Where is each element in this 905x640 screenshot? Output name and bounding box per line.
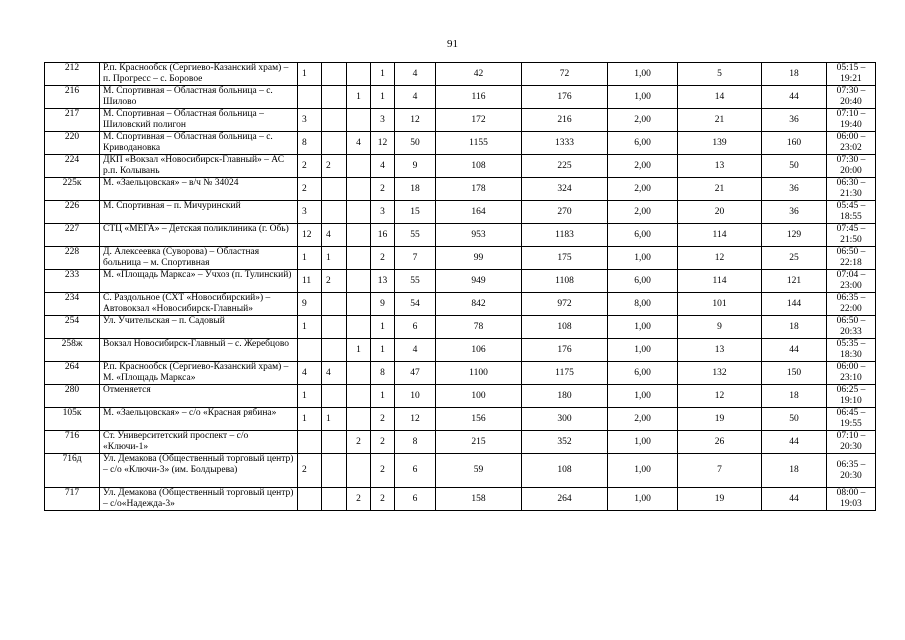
cell-num: 716 (45, 431, 100, 454)
cell-route: М. Спортивная – Областная больница – Шиловский полигон (100, 109, 298, 132)
cell-a: 12 (298, 224, 322, 247)
cell-b (322, 178, 347, 201)
cell-c (347, 247, 371, 270)
cell-c (347, 224, 371, 247)
cell-route: Д. Алексеевка (Суворова) – Областная больница – м. Спортивная (100, 247, 298, 270)
cell-time: 06:00 – 23:02 (827, 132, 876, 155)
cell-h: 2,00 (608, 109, 678, 132)
cell-d: 12 (371, 132, 395, 155)
cell-num: 224 (45, 155, 100, 178)
cell-num: 227 (45, 224, 100, 247)
table-row (45, 224, 876, 247)
cell-i: 114 (678, 224, 762, 247)
cell-b (322, 454, 347, 488)
cell-c (347, 270, 371, 293)
table-row (45, 488, 876, 511)
table-row (45, 155, 876, 178)
cell-a: 11 (298, 270, 322, 293)
cell-e: 6 (395, 454, 436, 488)
table-row (45, 270, 876, 293)
cell-j: 25 (762, 247, 827, 270)
cell-time: 08:00 – 19:03 (827, 488, 876, 511)
table-row (45, 339, 876, 362)
cell-g: 1183 (522, 224, 608, 247)
cell-num: 717 (45, 488, 100, 511)
cell-time: 06:35 – 20:30 (827, 454, 876, 488)
cell-g: 264 (522, 488, 608, 511)
cell-c (347, 155, 371, 178)
page-number: 91 (447, 38, 458, 50)
cell-route: Р.п. Краснообск (Сергиево-Казанский храм) – М. «Площадь Маркса» (100, 362, 298, 385)
cell-num: 280 (45, 385, 100, 408)
cell-g: 180 (522, 385, 608, 408)
cell-b (322, 339, 347, 362)
cell-g: 216 (522, 109, 608, 132)
cell-e: 7 (395, 247, 436, 270)
cell-j: 44 (762, 339, 827, 362)
cell-e: 12 (395, 109, 436, 132)
cell-route: Ст. Университетский проспект – с/о «Ключи-1» (100, 431, 298, 454)
cell-h: 1,00 (608, 454, 678, 488)
cell-f: 215 (436, 431, 522, 454)
cell-a (298, 488, 322, 511)
cell-h: 6,00 (608, 132, 678, 155)
cell-time: 07:04 – 23:00 (827, 270, 876, 293)
cell-e: 6 (395, 488, 436, 511)
cell-g: 1333 (522, 132, 608, 155)
cell-f: 42 (436, 63, 522, 86)
cell-i: 9 (678, 316, 762, 339)
table-row (45, 408, 876, 431)
cell-time: 05:45 – 18:55 (827, 201, 876, 224)
cell-time: 06:30 – 21:30 (827, 178, 876, 201)
cell-f: 178 (436, 178, 522, 201)
cell-i: 19 (678, 488, 762, 511)
cell-g: 176 (522, 339, 608, 362)
table-row (45, 63, 876, 86)
cell-d: 1 (371, 339, 395, 362)
cell-time: 06:35 – 22:00 (827, 293, 876, 316)
cell-route: Р.п. Краснообск (Сергиево-Казанский храм) – п. Прогресс – с. Боровое (100, 63, 298, 86)
cell-f: 156 (436, 408, 522, 431)
cell-a: 8 (298, 132, 322, 155)
cell-b: 1 (322, 408, 347, 431)
table-row (45, 109, 876, 132)
cell-c (347, 385, 371, 408)
cell-time: 05:15 – 19:21 (827, 63, 876, 86)
cell-j: 18 (762, 385, 827, 408)
cell-time: 06:50 – 22:18 (827, 247, 876, 270)
cell-d: 4 (371, 155, 395, 178)
cell-h: 2,00 (608, 178, 678, 201)
cell-j: 44 (762, 86, 827, 109)
table-row (45, 132, 876, 155)
cell-h: 1,00 (608, 339, 678, 362)
cell-e: 50 (395, 132, 436, 155)
cell-e: 12 (395, 408, 436, 431)
cell-c (347, 201, 371, 224)
cell-d: 9 (371, 293, 395, 316)
table-row (45, 201, 876, 224)
cell-i: 19 (678, 408, 762, 431)
cell-b: 2 (322, 155, 347, 178)
cell-f: 953 (436, 224, 522, 247)
cell-num: 254 (45, 316, 100, 339)
cell-g: 1175 (522, 362, 608, 385)
cell-time: 07:30 – 20:00 (827, 155, 876, 178)
cell-i: 5 (678, 63, 762, 86)
cell-c: 1 (347, 339, 371, 362)
cell-c: 1 (347, 86, 371, 109)
cell-d: 13 (371, 270, 395, 293)
cell-d: 2 (371, 454, 395, 488)
cell-c: 2 (347, 431, 371, 454)
table-row (45, 385, 876, 408)
cell-j: 129 (762, 224, 827, 247)
cell-route: М. Спортивная – п. Мичуринский (100, 201, 298, 224)
cell-d: 8 (371, 362, 395, 385)
cell-f: 100 (436, 385, 522, 408)
cell-num: 212 (45, 63, 100, 86)
cell-c (347, 178, 371, 201)
cell-e: 15 (395, 201, 436, 224)
cell-j: 44 (762, 431, 827, 454)
cell-d: 2 (371, 431, 395, 454)
cell-h: 1,00 (608, 63, 678, 86)
cell-j: 44 (762, 488, 827, 511)
cell-j: 36 (762, 109, 827, 132)
cell-g: 108 (522, 454, 608, 488)
cell-num: 233 (45, 270, 100, 293)
cell-b (322, 132, 347, 155)
cell-e: 47 (395, 362, 436, 385)
cell-route: С. Раздольное (СХТ «Новосибирский») – Автовокзал «Новосибирск-Главный» (100, 293, 298, 316)
cell-h: 1,00 (608, 247, 678, 270)
cell-c (347, 408, 371, 431)
cell-num: 716д (45, 454, 100, 488)
cell-c (347, 63, 371, 86)
cell-e: 18 (395, 178, 436, 201)
cell-e: 8 (395, 431, 436, 454)
cell-time: 06:45 – 19:55 (827, 408, 876, 431)
cell-f: 1155 (436, 132, 522, 155)
cell-c (347, 293, 371, 316)
cell-i: 13 (678, 339, 762, 362)
cell-f: 164 (436, 201, 522, 224)
cell-g: 1108 (522, 270, 608, 293)
cell-j: 18 (762, 454, 827, 488)
cell-a: 1 (298, 408, 322, 431)
cell-time: 07:45 – 21:50 (827, 224, 876, 247)
cell-a: 1 (298, 316, 322, 339)
cell-route: Вокзал Новосибирск-Главный – с. Жеребцово (100, 339, 298, 362)
cell-j: 36 (762, 201, 827, 224)
cell-b (322, 109, 347, 132)
cell-g: 108 (522, 316, 608, 339)
cell-j: 150 (762, 362, 827, 385)
cell-route: Ул. Учительская – п. Садовый (100, 316, 298, 339)
cell-b (322, 86, 347, 109)
cell-route: М. «Заельцовская» – в/ч № 34024 (100, 178, 298, 201)
cell-h: 2,00 (608, 201, 678, 224)
cell-d: 3 (371, 109, 395, 132)
cell-h: 1,00 (608, 316, 678, 339)
cell-b: 4 (322, 362, 347, 385)
cell-a: 9 (298, 293, 322, 316)
cell-i: 26 (678, 431, 762, 454)
cell-d: 2 (371, 408, 395, 431)
cell-g: 176 (522, 86, 608, 109)
cell-b (322, 293, 347, 316)
cell-f: 949 (436, 270, 522, 293)
routes-table (44, 62, 876, 511)
cell-i: 139 (678, 132, 762, 155)
cell-b (322, 385, 347, 408)
cell-j: 36 (762, 178, 827, 201)
cell-d: 1 (371, 316, 395, 339)
cell-h: 6,00 (608, 224, 678, 247)
cell-j: 18 (762, 63, 827, 86)
cell-a: 3 (298, 109, 322, 132)
cell-b (322, 63, 347, 86)
cell-e: 55 (395, 270, 436, 293)
cell-h: 2,00 (608, 408, 678, 431)
cell-d: 1 (371, 385, 395, 408)
cell-b (322, 488, 347, 511)
cell-f: 1100 (436, 362, 522, 385)
cell-g: 225 (522, 155, 608, 178)
cell-f: 116 (436, 86, 522, 109)
cell-num: 217 (45, 109, 100, 132)
cell-i: 132 (678, 362, 762, 385)
table-row (45, 178, 876, 201)
cell-f: 108 (436, 155, 522, 178)
cell-route: М. Спортивная – Областная больница – с. Шилово (100, 86, 298, 109)
cell-g: 972 (522, 293, 608, 316)
cell-h: 6,00 (608, 270, 678, 293)
cell-b: 4 (322, 224, 347, 247)
cell-route: СТЦ «МЕГА» – Детская поликлиника (г. Обь) (100, 224, 298, 247)
cell-c (347, 454, 371, 488)
cell-h: 1,00 (608, 86, 678, 109)
cell-i: 13 (678, 155, 762, 178)
cell-f: 172 (436, 109, 522, 132)
cell-d: 16 (371, 224, 395, 247)
cell-route: Ул. Демакова (Общественный торговый центр) – с/о «Ключи-3» (им. Болдырева) (100, 454, 298, 488)
cell-g: 72 (522, 63, 608, 86)
cell-time: 07:10 – 19:40 (827, 109, 876, 132)
cell-f: 158 (436, 488, 522, 511)
cell-num: 220 (45, 132, 100, 155)
cell-h: 2,00 (608, 155, 678, 178)
cell-h: 1,00 (608, 431, 678, 454)
cell-c (347, 362, 371, 385)
cell-num: 225к (45, 178, 100, 201)
table-row (45, 86, 876, 109)
cell-route: ДКП «Вокзал «Новосибирск-Главный» – АС р.п. Колывань (100, 155, 298, 178)
table-row (45, 431, 876, 454)
cell-a: 2 (298, 155, 322, 178)
cell-a: 4 (298, 362, 322, 385)
table-row (45, 247, 876, 270)
cell-e: 55 (395, 224, 436, 247)
cell-c: 4 (347, 132, 371, 155)
cell-a: 1 (298, 63, 322, 86)
cell-d: 1 (371, 86, 395, 109)
table-row (45, 362, 876, 385)
cell-b: 1 (322, 247, 347, 270)
cell-e: 10 (395, 385, 436, 408)
cell-num: 105к (45, 408, 100, 431)
cell-a: 2 (298, 178, 322, 201)
cell-num: 228 (45, 247, 100, 270)
cell-b (322, 316, 347, 339)
cell-a: 1 (298, 385, 322, 408)
cell-i: 12 (678, 247, 762, 270)
cell-f: 106 (436, 339, 522, 362)
cell-d: 2 (371, 488, 395, 511)
cell-b (322, 201, 347, 224)
cell-i: 14 (678, 86, 762, 109)
cell-g: 175 (522, 247, 608, 270)
table-row (45, 316, 876, 339)
cell-num: 226 (45, 201, 100, 224)
cell-f: 842 (436, 293, 522, 316)
cell-h: 8,00 (608, 293, 678, 316)
cell-num: 264 (45, 362, 100, 385)
cell-time: 05:35 – 18:30 (827, 339, 876, 362)
cell-a (298, 431, 322, 454)
cell-j: 50 (762, 155, 827, 178)
table-row (45, 293, 876, 316)
cell-e: 54 (395, 293, 436, 316)
cell-h: 6,00 (608, 362, 678, 385)
cell-e: 6 (395, 316, 436, 339)
cell-g: 352 (522, 431, 608, 454)
cell-d: 3 (371, 201, 395, 224)
cell-i: 20 (678, 201, 762, 224)
cell-b: 2 (322, 270, 347, 293)
cell-i: 21 (678, 178, 762, 201)
cell-j: 50 (762, 408, 827, 431)
cell-c (347, 109, 371, 132)
cell-time: 06:00 – 23:10 (827, 362, 876, 385)
cell-time: 07:10 – 20:30 (827, 431, 876, 454)
cell-i: 114 (678, 270, 762, 293)
cell-a: 1 (298, 247, 322, 270)
cell-e: 4 (395, 339, 436, 362)
cell-d: 2 (371, 178, 395, 201)
cell-a: 3 (298, 201, 322, 224)
cell-time: 06:25 – 19:10 (827, 385, 876, 408)
cell-route: М. Спортивная – Областная больница – с. Криводановка (100, 132, 298, 155)
cell-c (347, 316, 371, 339)
cell-j: 144 (762, 293, 827, 316)
cell-f: 59 (436, 454, 522, 488)
cell-g: 324 (522, 178, 608, 201)
cell-i: 21 (678, 109, 762, 132)
cell-j: 121 (762, 270, 827, 293)
cell-route: Отменяется (100, 385, 298, 408)
cell-b (322, 431, 347, 454)
table-row (45, 454, 876, 488)
cell-f: 99 (436, 247, 522, 270)
cell-a (298, 339, 322, 362)
cell-f: 78 (436, 316, 522, 339)
cell-h: 1,00 (608, 385, 678, 408)
cell-route: М. «Заельцовская» – с/о «Красная рябина» (100, 408, 298, 431)
cell-route: М. «Площадь Маркса» – Учхоз (п. Тулинский) (100, 270, 298, 293)
cell-j: 18 (762, 316, 827, 339)
cell-time: 07:30 – 20:40 (827, 86, 876, 109)
cell-g: 270 (522, 201, 608, 224)
cell-g: 300 (522, 408, 608, 431)
cell-d: 1 (371, 63, 395, 86)
cell-d: 2 (371, 247, 395, 270)
cell-num: 258ж (45, 339, 100, 362)
cell-e: 4 (395, 63, 436, 86)
cell-i: 7 (678, 454, 762, 488)
cell-num: 234 (45, 293, 100, 316)
cell-i: 101 (678, 293, 762, 316)
cell-e: 9 (395, 155, 436, 178)
cell-a: 2 (298, 454, 322, 488)
cell-route: Ул. Демакова (Общественный торговый центр) – с/о«Надежда-3» (100, 488, 298, 511)
cell-time: 06:50 – 20:33 (827, 316, 876, 339)
cell-h: 1,00 (608, 488, 678, 511)
cell-c: 2 (347, 488, 371, 511)
cell-j: 160 (762, 132, 827, 155)
cell-e: 4 (395, 86, 436, 109)
cell-i: 12 (678, 385, 762, 408)
cell-a (298, 86, 322, 109)
cell-num: 216 (45, 86, 100, 109)
